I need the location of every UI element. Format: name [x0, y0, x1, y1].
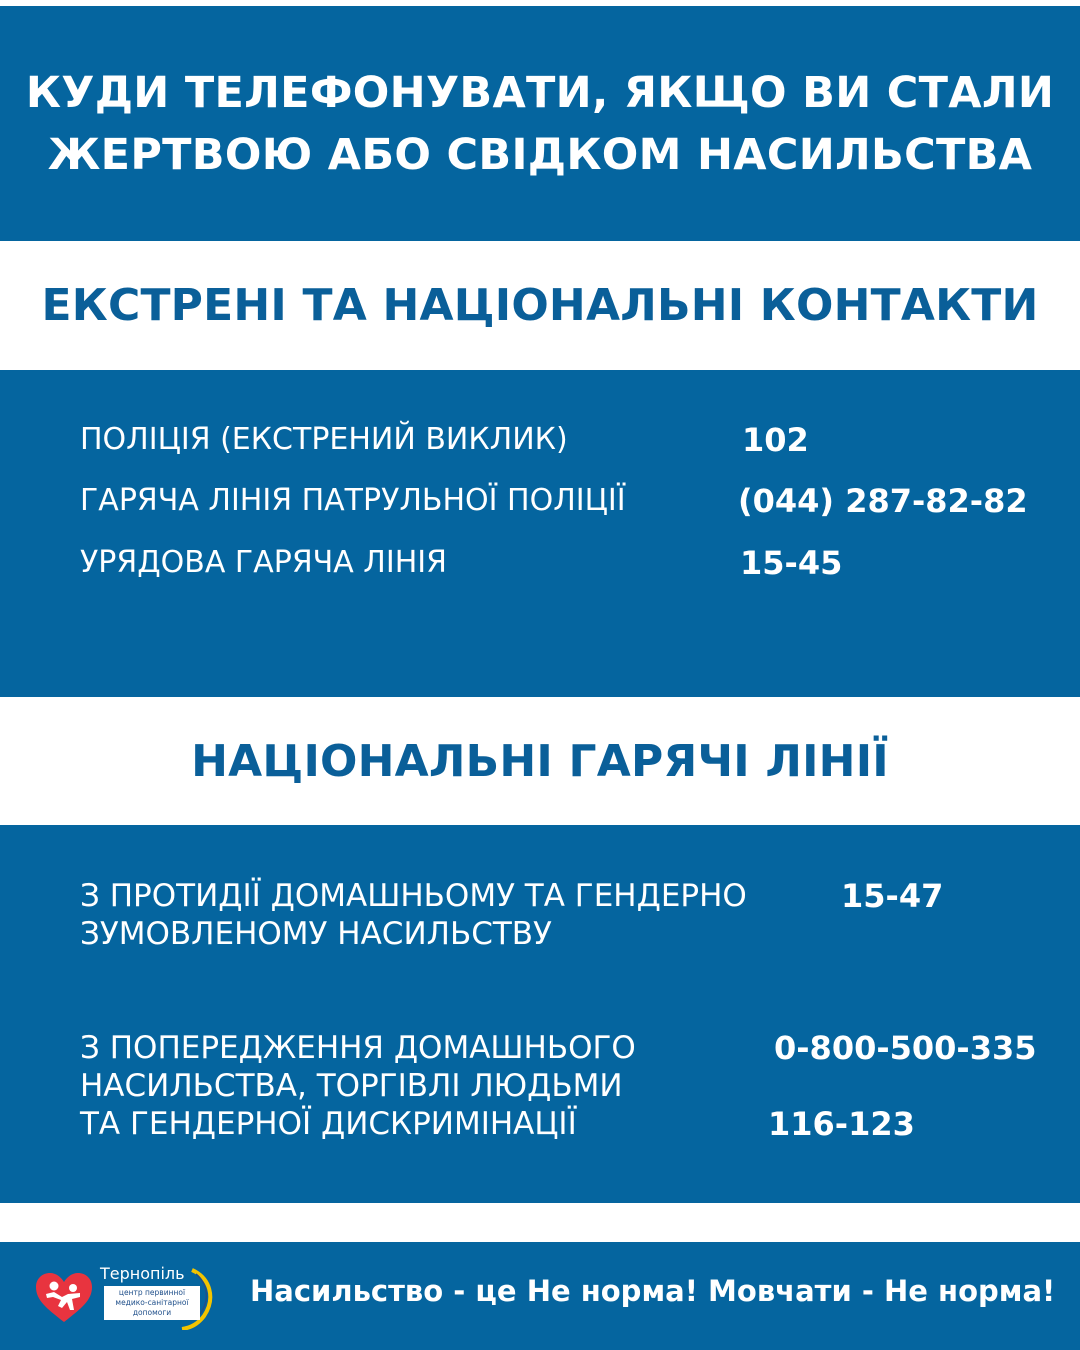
- emergency-heading: ЕКСТРЕНІ ТА НАЦІОНАЛЬНІ КОНТАКТИ: [41, 280, 1039, 331]
- emergency-number-police: 102: [742, 421, 809, 459]
- title-banner: [0, 6, 1080, 241]
- logo-subtitle-line-1: центр первинної: [118, 1288, 186, 1297]
- hotline-2-number-2: 116-123: [768, 1105, 915, 1143]
- emergency-heading-band: [0, 241, 1080, 370]
- emergency-label-patrol: ГАРЯЧА ЛІНІЯ ПАТРУЛЬНОЇ ПОЛІЦІЇ: [80, 483, 626, 518]
- emergency-number-government: 15-45: [740, 544, 843, 582]
- logo-subtitle: [104, 1286, 200, 1320]
- logo-city-name: Тернопіль: [100, 1264, 185, 1283]
- emergency-contacts-panel: [0, 370, 1080, 697]
- hotline-2-label-line-3: ТА ГЕНДЕРНОЇ ДИСКРИМІНАЦІЇ: [80, 1106, 577, 1142]
- hotlines-heading: НАЦІОНАЛЬНІ ГАРЯЧІ ЛІНІЇ: [191, 735, 889, 787]
- hotline-1-label-line-1: З ПРОТИДІЇ ДОМАШНЬОМУ ТА ГЕНДЕРНО: [80, 878, 747, 914]
- emergency-label-government: УРЯДОВА ГАРЯЧА ЛІНІЯ: [80, 545, 447, 580]
- hotline-1-label-line-2: ЗУМОВЛЕНОМУ НАСИЛЬСТВУ: [80, 916, 552, 952]
- emergency-number-patrol: (044) 287-82-82: [738, 482, 1028, 520]
- hotline-2-label-line-1: З ПОПЕРЕДЖЕННЯ ДОМАШНЬОГО: [80, 1030, 636, 1066]
- emergency-label-police: ПОЛІЦІЯ (ЕКСТРЕНИЙ ВИКЛИК): [80, 422, 568, 457]
- footer-bar: [0, 1242, 1080, 1350]
- footer-slogan: Насильство - це Не норма! Мовчати - Не норма!: [250, 1274, 1056, 1308]
- heart-family-icon: [34, 1272, 94, 1324]
- page-title: [26, 62, 1054, 186]
- clinic-logo: [96, 1264, 218, 1330]
- hotline-2-number-1: 0-800-500-335: [774, 1029, 1037, 1067]
- logo-subtitle-line-2: медико-санітарної: [115, 1298, 189, 1307]
- page-title-line-1: КУДИ ТЕЛЕФОНУВАТИ, ЯКЩО ВИ СТАЛИ: [25, 67, 1055, 118]
- hotline-1-number: 15-47: [841, 877, 944, 915]
- logo-subtitle-line-3: допомоги: [132, 1308, 172, 1317]
- hotlines-heading-band: [0, 697, 1080, 825]
- national-hotlines-panel: [0, 825, 1080, 1203]
- hotline-2-label-line-2: НАСИЛЬСТВА, ТОРГІВЛІ ЛЮДЬМИ: [80, 1068, 623, 1104]
- page-title-line-2: ЖЕРТВОЮ АБО СВІДКОМ НАСИЛЬСТВА: [47, 129, 1033, 180]
